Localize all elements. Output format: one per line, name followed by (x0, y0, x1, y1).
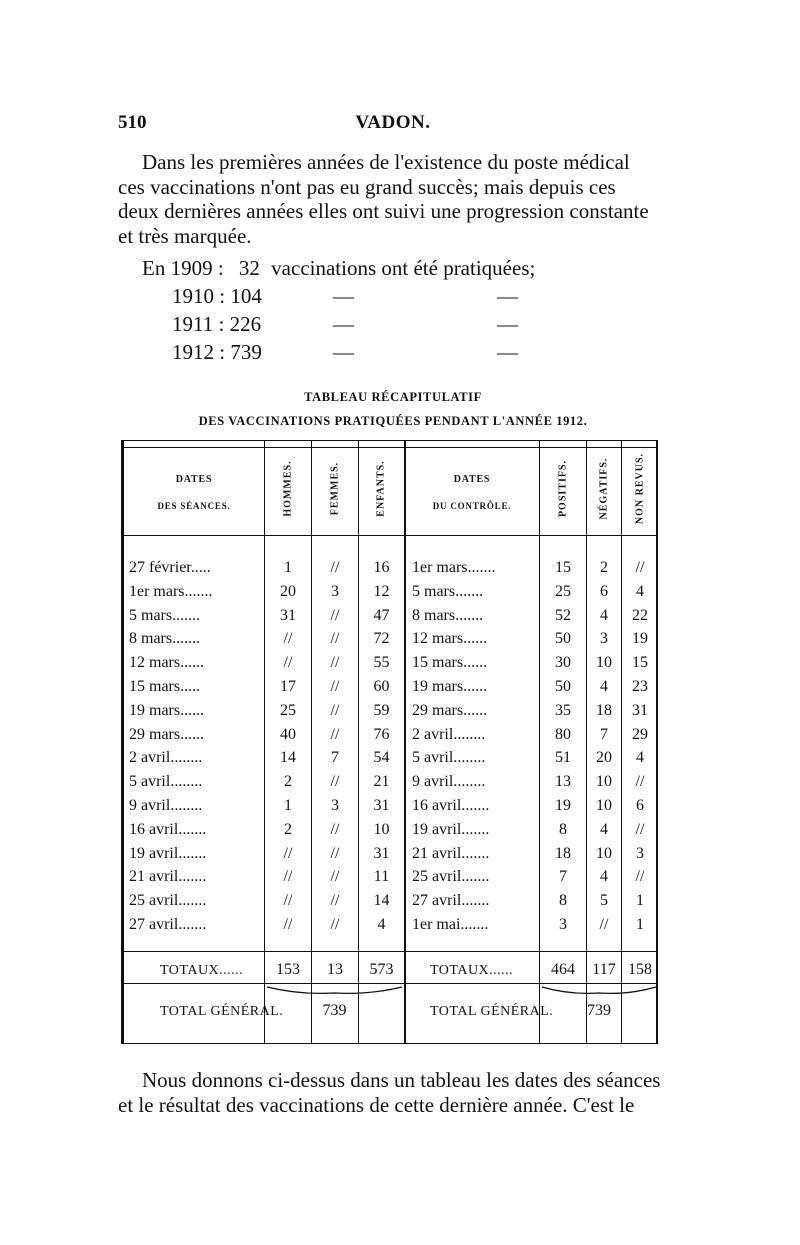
cell-femmes: 3 (331, 582, 339, 600)
cell-non-revus: 22 (632, 606, 648, 624)
page-number: 510 (118, 112, 147, 133)
ditto-mark: — (497, 284, 518, 308)
cell-femmes: // (330, 773, 340, 791)
cell-negatifs: 5 (600, 892, 608, 910)
cell-non-revus: 15 (632, 654, 648, 672)
cell-non-revus: 31 (632, 701, 648, 719)
cell-negatifs: 3 (600, 630, 608, 648)
ditto-mark: — (333, 284, 354, 308)
top-rule (124, 447, 656, 448)
cell-non-revus: 23 (632, 678, 648, 695)
cell-negatifs: 10 (596, 797, 612, 814)
cell-enfants: 31 (373, 797, 390, 814)
cell-non-revus: 1 (636, 892, 644, 910)
stat-label: 1910 : (172, 284, 226, 308)
total-negatifs: 117 (592, 961, 616, 978)
cell-hommes: 20 (280, 582, 296, 600)
cell-femmes: // (330, 725, 340, 743)
cell-enfants: 11 (373, 868, 390, 886)
cell-date-controle: 21 avril....... (412, 844, 490, 862)
cell-femmes: // (330, 654, 340, 672)
cell-date-seance: 12 mars...... (129, 654, 205, 672)
header-hommes: HOMMES. (282, 460, 294, 517)
cell-date-seance: 9 avril........ (129, 797, 203, 814)
cell-enfants: 16 (373, 559, 390, 576)
cell-femmes: // (330, 820, 340, 838)
cell-positifs: 50 (555, 678, 571, 695)
cell-hommes: 2 (284, 773, 292, 791)
table-title: TABLEAU RÉCAPITULATIF (304, 390, 482, 404)
cell-positifs: 51 (555, 749, 571, 767)
cell-femmes: // (330, 630, 340, 648)
cell-date-seance: 27 avril....... (129, 916, 207, 933)
cell-date-seance: 29 mars...... (129, 725, 205, 743)
cell-hommes: // (283, 844, 293, 862)
cell-date-controle: 16 avril....... (412, 797, 490, 814)
ditto-mark: — (497, 340, 518, 364)
grand-total-label-controle: TOTAL GÉNÉRAL. (430, 1004, 554, 1019)
cell-negatifs: 2 (600, 559, 608, 576)
cell-date-seance: 16 avril....... (129, 820, 207, 838)
intro-line: deux dernières années elles ont suivi une progression constante (118, 199, 649, 223)
total-femmes: 13 (327, 961, 343, 978)
cell-date-controle: 5 avril........ (412, 749, 486, 767)
intro-line: et très marquée. (118, 223, 252, 248)
cell-hommes: 1 (284, 797, 292, 814)
cell-enfants: 21 (373, 773, 390, 791)
totals-rule (124, 951, 656, 952)
cell-positifs: 7 (559, 868, 567, 886)
cell-date-seance: 5 mars....... (129, 606, 201, 624)
table-subtitle: DES VACCINATIONS PRATIQUÉES PENDANT L'ANNÉE 1912. (198, 414, 588, 428)
cell-positifs: 35 (555, 701, 571, 719)
cell-enfants: 55 (373, 654, 390, 672)
cell-date-controle: 15 mars...... (412, 654, 488, 672)
cell-hommes: 14 (280, 749, 296, 767)
cell-enfants: 31 (373, 844, 390, 862)
grand-total-rule (124, 983, 656, 984)
cell-non-revus: // (635, 559, 645, 576)
cell-femmes: 7 (331, 749, 339, 767)
stat-value: 104 (230, 284, 262, 308)
cell-date-controle: 25 avril....... (412, 868, 490, 886)
cell-negatifs: 6 (600, 582, 608, 600)
column-rule (404, 441, 406, 1043)
stat-value: 32 (238, 256, 260, 280)
cell-date-controle: 12 mars...... (412, 630, 488, 648)
cell-femmes: // (330, 868, 340, 886)
cell-date-controle: 27 avril....... (412, 892, 490, 910)
intro-paragraph (118, 150, 668, 248)
cell-positifs: 52 (555, 606, 571, 624)
cell-date-controle: 1er mai....... (412, 916, 489, 933)
stat-label: En 1909 : (142, 256, 224, 280)
stat-1911 (172, 312, 261, 337)
header-rule (124, 535, 656, 536)
cell-non-revus: 6 (636, 797, 644, 814)
cell-date-controle: 29 mars...... (412, 701, 488, 719)
cell-positifs: 8 (559, 892, 567, 910)
cell-hommes: 25 (280, 701, 296, 719)
cell-enfants: 60 (373, 678, 390, 695)
cell-date-seance: 19 mars...... (129, 701, 205, 719)
page-header (118, 112, 668, 142)
cell-hommes: // (283, 892, 293, 910)
header-dates-seances-sub: DES SÉANCES. (157, 501, 231, 511)
stat-label: 1911 : (172, 312, 225, 336)
intro-line: Dans les premières années de l'existence du poste médical (142, 150, 630, 174)
cell-negatifs: 20 (596, 749, 612, 767)
cell-date-seance: 25 avril....... (129, 892, 207, 910)
header-femmes: FEMMES. (329, 461, 341, 516)
cell-positifs: 50 (555, 630, 571, 648)
cell-date-seance: 15 mars..... (129, 678, 201, 695)
header-enfants: ENFANTS. (375, 460, 387, 517)
cell-hommes: // (283, 630, 293, 648)
cell-hommes: 31 (280, 606, 296, 624)
header-negatifs: NÉGATIFS. (598, 457, 610, 520)
cell-negatifs: 10 (596, 654, 612, 672)
grand-total-brace-controle (540, 985, 658, 999)
cell-negatifs: 10 (596, 773, 612, 791)
cell-non-revus: 4 (636, 749, 644, 767)
cell-non-revus: // (635, 868, 645, 886)
header-dates-controle-sub: DU CONTRÔLE. (432, 501, 512, 511)
cell-femmes: // (330, 559, 340, 576)
stat-1912 (172, 340, 262, 365)
total-enfants: 573 (369, 961, 394, 978)
cell-enfants: 59 (373, 701, 390, 719)
cell-non-revus: 19 (632, 630, 648, 648)
cell-enfants: 14 (373, 892, 390, 910)
cell-negatifs: 10 (596, 844, 612, 862)
ditto-mark: — (333, 340, 354, 364)
cell-hommes: 17 (280, 678, 296, 695)
cell-date-seance: 27 février..... (129, 559, 211, 576)
cell-hommes: 1 (284, 559, 292, 576)
cell-date-controle: 1er mars....... (412, 559, 496, 576)
stat-value: 739 (230, 340, 262, 364)
stat-label: 1912 : (172, 340, 226, 364)
cell-positifs: 15 (555, 559, 571, 576)
cell-enfants: 12 (373, 582, 390, 600)
cell-enfants: 4 (377, 916, 386, 933)
cell-positifs: 19 (555, 797, 571, 814)
intro-line: ces vaccinations n'ont pas eu grand succès; mais depuis ces (118, 174, 616, 199)
stat-text: vaccinations ont été pratiquées; (271, 256, 536, 280)
vaccination-table (121, 440, 658, 1044)
cell-positifs: 3 (559, 916, 567, 933)
ditto-mark: — (497, 312, 518, 336)
cell-negatifs: 4 (600, 820, 608, 838)
cell-hommes: // (283, 916, 293, 933)
outro-line: et le résultat des vaccinations de cette dernière année. C'est le (118, 1092, 635, 1117)
totals-label: TOTAUX...... (160, 963, 244, 978)
running-title: VADON. (355, 112, 431, 133)
total-positifs: 464 (551, 961, 575, 978)
cell-femmes: // (330, 892, 340, 910)
cell-non-revus: // (635, 773, 645, 791)
header-dates-seances: DATES (175, 474, 213, 485)
totals-label-controle: TOTAUX...... (430, 963, 514, 978)
cell-positifs: 13 (555, 773, 571, 791)
cell-date-seance: 21 avril....... (129, 868, 207, 886)
cell-femmes: // (330, 606, 340, 624)
cell-femmes: 3 (331, 797, 339, 814)
grand-total-label: TOTAL GÉNÉRAL. (160, 1004, 284, 1019)
cell-hommes: 2 (284, 820, 292, 838)
cell-date-controle: 8 mars....... (412, 606, 484, 624)
cell-positifs: 18 (555, 844, 571, 862)
cell-negatifs: 4 (600, 678, 608, 695)
stat-1910 (172, 284, 262, 309)
cell-non-revus: // (635, 820, 645, 838)
cell-positifs: 25 (555, 582, 571, 600)
cell-femmes: // (330, 916, 340, 933)
header-positifs: POSITIFS. (557, 459, 569, 518)
cell-date-seance: 5 avril........ (129, 773, 203, 791)
cell-negatifs: 7 (600, 725, 608, 743)
cell-enfants: 72 (373, 630, 390, 648)
cell-enfants: 54 (373, 749, 390, 767)
outro-line: Nous donnons ci-dessus dans un tableau les dates des séances (142, 1068, 661, 1092)
cell-positifs: 30 (555, 654, 571, 672)
cell-date-seance: 19 avril....... (129, 844, 207, 862)
cell-femmes: // (330, 678, 340, 695)
total-non-revus: 158 (628, 961, 652, 978)
cell-enfants: 47 (373, 606, 390, 624)
cell-date-controle: 19 mars...... (412, 678, 488, 695)
cell-hommes: // (283, 868, 293, 886)
cell-femmes: // (330, 844, 340, 862)
cell-date-seance: 2 avril........ (129, 749, 203, 767)
cell-negatifs: 18 (596, 701, 612, 719)
stat-1909 (142, 256, 535, 281)
cell-positifs: 8 (559, 820, 567, 838)
cell-non-revus: 4 (636, 582, 644, 600)
grand-total-brace (265, 985, 404, 999)
cell-non-revus: 29 (632, 725, 648, 743)
grand-total-value: 739 (322, 1002, 347, 1019)
cell-hommes: // (283, 654, 293, 672)
cell-positifs: 80 (555, 725, 571, 743)
ditto-mark: — (333, 312, 354, 336)
cell-negatifs: 4 (600, 868, 608, 886)
closing-paragraph (118, 1068, 668, 1117)
cell-non-revus: 1 (636, 916, 644, 933)
cell-hommes: 40 (280, 725, 296, 743)
cell-non-revus: 3 (636, 844, 644, 862)
cell-enfants: 76 (373, 725, 390, 743)
cell-date-controle: 19 avril....... (412, 820, 490, 838)
cell-date-controle: 2 avril........ (412, 725, 486, 743)
stat-value: 226 (229, 312, 262, 336)
cell-negatifs: 4 (600, 606, 608, 624)
cell-date-controle: 5 mars....... (412, 582, 484, 600)
cell-date-controle: 9 avril........ (412, 773, 486, 791)
cell-date-seance: 1er mars....... (129, 582, 213, 600)
header-dates-controle: DATES (453, 474, 491, 485)
total-hommes: 153 (276, 961, 300, 978)
cell-date-seance: 8 mars....... (129, 630, 201, 648)
grand-total-value-controle: 739 (587, 1002, 611, 1019)
cell-negatifs: // (599, 916, 609, 933)
cell-enfants: 10 (373, 820, 390, 838)
cell-femmes: // (330, 701, 340, 719)
header-non-revus: NON REVUS. (634, 452, 646, 525)
